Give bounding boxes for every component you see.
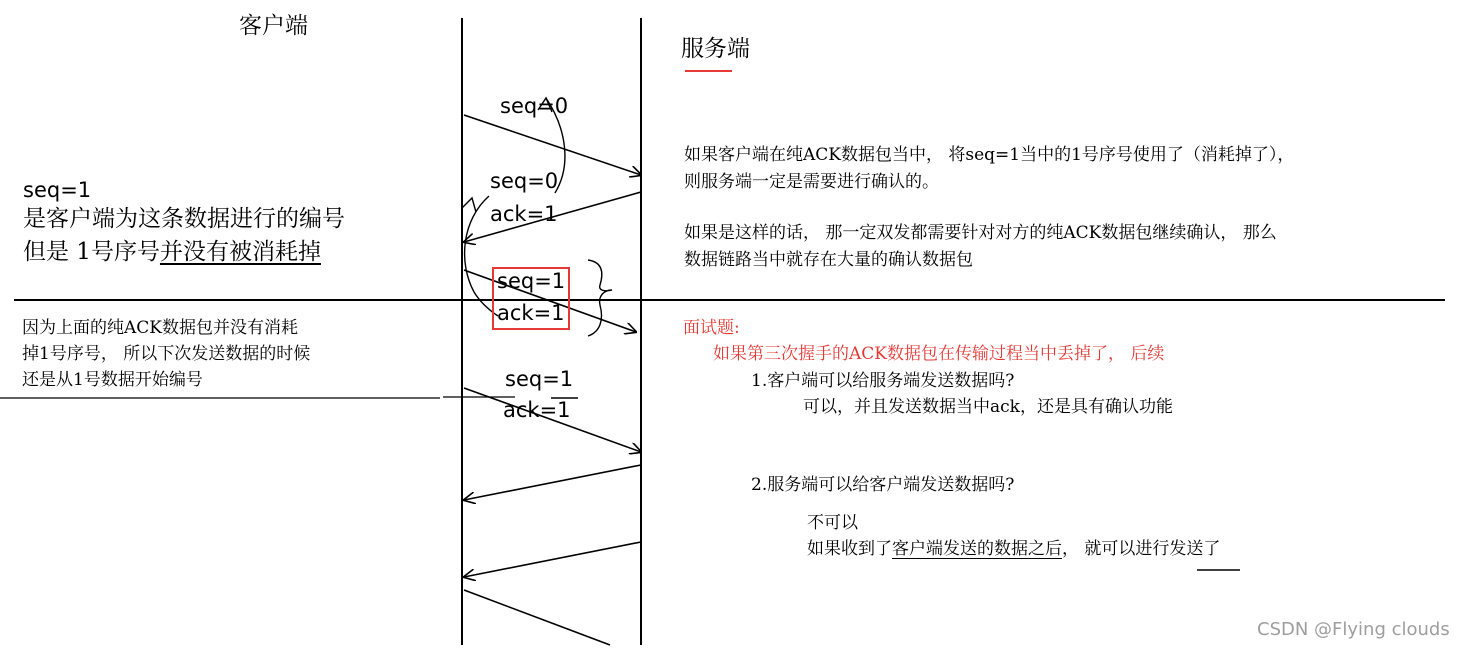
left-seq-label: seq=1 (23, 178, 92, 202)
server-note-p2-line-1: 如果是这样的话， 那一定双发都需要针对对方的纯ACK数据包继续确认， 那么 (684, 223, 1277, 243)
server-note-p2-line-2: 数据链路当中就存在大量的确认数据包 (684, 250, 973, 270)
answer-1: 可以，并且发送数据当中ack，还是具有确认功能 (803, 397, 1173, 417)
arrow-1-seq-label: seq=0 (500, 94, 569, 118)
arrow-3-seq-label: seq=1 (497, 269, 566, 293)
answer-2-prefix: 如果收到了 (807, 539, 892, 559)
left-note-line-2 (23, 241, 321, 264)
left-note-line-1: 是客户端为这条数据进行的编号 (23, 206, 345, 232)
interview-question: 如果第三次握手的ACK数据包在传输过程当中丢掉了， 后续 (713, 344, 1165, 364)
arrow-2-ack-label: ack=1 (490, 202, 558, 226)
ack-to-seq-arrowhead (462, 198, 476, 212)
arrow-2-seq-label: seq=0 (490, 169, 559, 193)
arrow-data-2 (464, 465, 641, 500)
left-note-line-2-prefix: 但是 1号序号 (23, 239, 160, 265)
question-2: 2.服务端可以给客户端发送数据吗? (751, 475, 1015, 495)
watermark: CSDN @Flying clouds (1257, 619, 1450, 640)
arrow-syn (464, 115, 641, 175)
arrow-3-ack-label: ack=1 (497, 301, 565, 325)
answer-2-line-1: 不可以 (807, 513, 858, 533)
answer-2-underlined: 客户端发送的数据之后 (892, 539, 1062, 559)
bracket-brace (588, 260, 612, 336)
left-note-line-2-underlined: 并没有被消耗掉 (159, 239, 321, 265)
arrow-data-4 (464, 590, 610, 645)
left-bottom-line-2: 掉1号序号， 所以下次发送数据的时候 (22, 344, 311, 364)
left-bottom-line-1: 因为上面的纯ACK数据包并没有消耗 (22, 318, 298, 338)
server-note-p1-line-1: 如果客户端在纯ACK数据包当中， 将seq=1当中的1号序号使用了（消耗掉了）， (684, 145, 1295, 165)
arrow-4-seq-label: seq=1 (505, 367, 574, 391)
left-bottom-line-3: 还是从1号数据开始编号 (22, 370, 203, 390)
answer-2-suffix: ， 就可以进行发送了 (1062, 539, 1221, 559)
client-title: 客户端 (239, 13, 308, 39)
interview-heading: 面试题: (683, 318, 740, 338)
answer-2-line-2 (807, 541, 1220, 558)
question-1: 1.客户端可以给服务端发送数据吗? (751, 371, 1015, 391)
server-title: 服务端 (681, 36, 750, 62)
arrow-4-ack-label: ack=1 (503, 398, 571, 422)
arrow-data-3 (464, 542, 641, 577)
server-note-p1-line-2: 则服务端一定是需要进行确认的。 (684, 172, 939, 192)
